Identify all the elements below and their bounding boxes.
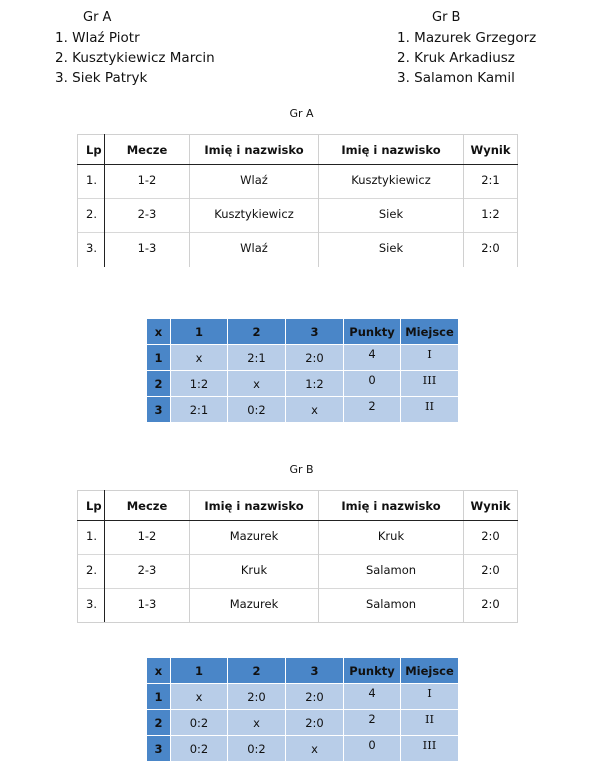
table-cell: 2:0 xyxy=(464,589,518,623)
standings-column-header: 1 xyxy=(171,319,228,345)
standings-cell: 2:0 xyxy=(286,710,344,736)
table-cell: 2:0 xyxy=(464,233,518,267)
standings-column-header: 2 xyxy=(228,319,286,345)
standings-cell: 0:2 xyxy=(171,710,228,736)
column-header: Imię i nazwisko xyxy=(319,491,464,521)
match-table-a xyxy=(77,134,518,267)
standings-table-b-container xyxy=(146,657,459,762)
standings-column-header: 1 xyxy=(171,658,228,684)
standings-cell: II xyxy=(401,397,459,423)
group-a-player: 1. Wlaź Piotr xyxy=(55,30,140,46)
standings-column-header: Punkty xyxy=(344,658,401,684)
table-cell: Mazurek xyxy=(190,521,319,555)
group-a-player: 3. Siek Patryk xyxy=(55,70,148,86)
standings-row-header: 3 xyxy=(147,397,171,423)
standings-cell: 0:2 xyxy=(228,736,286,762)
standings-cell: III xyxy=(401,736,459,762)
standings-cell: 0:2 xyxy=(228,397,286,423)
standings-column-header: 3 xyxy=(286,658,344,684)
standings-row xyxy=(147,684,459,710)
standings-cell: II xyxy=(401,710,459,736)
table-cell: 1. xyxy=(78,165,105,199)
table-row xyxy=(78,555,518,589)
standings-column-header: 3 xyxy=(286,319,344,345)
table-cell: Wlaź xyxy=(190,165,319,199)
standings-cell: 0:2 xyxy=(171,736,228,762)
match-table-b-container xyxy=(77,490,518,623)
section-a-caption: Gr A xyxy=(289,107,314,120)
standings-cell: x xyxy=(286,397,344,423)
table-cell: Kruk xyxy=(190,555,319,589)
table-cell: Siek xyxy=(319,233,464,267)
table-cell: 2-3 xyxy=(105,555,190,589)
column-header: Imię i nazwisko xyxy=(190,135,319,165)
group-b-player-list xyxy=(397,28,536,88)
standings-row-header: 1 xyxy=(147,684,171,710)
match-table-a-container xyxy=(77,134,518,267)
table-cell: 1-2 xyxy=(105,165,190,199)
standings-row-header: 2 xyxy=(147,371,171,397)
table-row xyxy=(78,521,518,555)
standings-cell: 2:0 xyxy=(228,684,286,710)
standings-column-header: Punkty xyxy=(344,319,401,345)
table-cell: Mazurek xyxy=(190,589,319,623)
table-row xyxy=(78,199,518,233)
standings-cell: x xyxy=(286,736,344,762)
standings-cell: 2:0 xyxy=(286,345,344,371)
section-b-caption: Gr B xyxy=(289,463,314,476)
table-cell: Salamon xyxy=(319,555,464,589)
standings-cell: 4 xyxy=(344,684,401,710)
column-header: Mecze xyxy=(105,491,190,521)
table-cell: Siek xyxy=(319,199,464,233)
table-cell: 2-3 xyxy=(105,199,190,233)
standings-column-header: x xyxy=(147,658,171,684)
column-header: Wynik xyxy=(464,135,518,165)
standings-row xyxy=(147,397,459,423)
column-header: Imię i nazwisko xyxy=(319,135,464,165)
standings-column-header: x xyxy=(147,319,171,345)
table-cell: 3. xyxy=(78,233,105,267)
column-header: Lp xyxy=(78,491,105,521)
standings-table-a-container xyxy=(146,318,459,423)
column-header: Lp xyxy=(78,135,105,165)
group-b-player: 2. Kruk Arkadiusz xyxy=(397,50,515,66)
group-a-title: Gr A xyxy=(83,10,112,25)
table-cell: Kruk xyxy=(319,521,464,555)
table-header-row xyxy=(78,491,518,521)
table-cell: Wlaź xyxy=(190,233,319,267)
table-row xyxy=(78,233,518,267)
standings-column-header: Miejsce xyxy=(401,319,459,345)
match-table-b xyxy=(77,490,518,623)
table-cell: 1:2 xyxy=(464,199,518,233)
group-b-player: 3. Salamon Kamil xyxy=(397,70,515,86)
standings-cell: 2 xyxy=(344,397,401,423)
standings-cell: I xyxy=(401,684,459,710)
column-header: Imię i nazwisko xyxy=(190,491,319,521)
column-header: Wynik xyxy=(464,491,518,521)
table-cell: Kusztykiewicz xyxy=(190,199,319,233)
table-cell: 2:0 xyxy=(464,521,518,555)
table-row xyxy=(78,165,518,199)
table-row xyxy=(78,589,518,623)
standings-cell: III xyxy=(401,371,459,397)
table-cell: 1-3 xyxy=(105,233,190,267)
standings-cell: x xyxy=(171,345,228,371)
column-header: Mecze xyxy=(105,135,190,165)
table-cell: Kusztykiewicz xyxy=(319,165,464,199)
standings-header-row xyxy=(147,658,459,684)
standings-cell: 2:0 xyxy=(286,684,344,710)
table-cell: 1-3 xyxy=(105,589,190,623)
standings-column-header: 2 xyxy=(228,658,286,684)
standings-row xyxy=(147,345,459,371)
standings-cell: 0 xyxy=(344,736,401,762)
standings-cell: 2 xyxy=(344,710,401,736)
standings-cell: x xyxy=(228,710,286,736)
standings-cell: 1:2 xyxy=(171,371,228,397)
standings-column-header: Miejsce xyxy=(401,658,459,684)
group-a-player: 2. Kusztykiewicz Marcin xyxy=(55,50,215,66)
standings-row xyxy=(147,710,459,736)
standings-table-a xyxy=(146,318,459,423)
table-header-row xyxy=(78,135,518,165)
standings-table-b xyxy=(146,657,459,762)
group-a-player-list xyxy=(55,28,215,88)
table-cell: 2. xyxy=(78,555,105,589)
standings-cell: 2:1 xyxy=(228,345,286,371)
table-cell: 3. xyxy=(78,589,105,623)
standings-row xyxy=(147,736,459,762)
table-cell: 1-2 xyxy=(105,521,190,555)
group-b-title: Gr B xyxy=(432,10,461,25)
group-b-player: 1. Mazurek Grzegorz xyxy=(397,30,537,46)
table-cell: 2. xyxy=(78,199,105,233)
standings-cell: 4 xyxy=(344,345,401,371)
standings-cell: 1:2 xyxy=(286,371,344,397)
standings-row-header: 3 xyxy=(147,736,171,762)
standings-cell: x xyxy=(228,371,286,397)
standings-row-header: 2 xyxy=(147,710,171,736)
standings-cell: 2:1 xyxy=(171,397,228,423)
standings-cell: I xyxy=(401,345,459,371)
standings-row-header: 1 xyxy=(147,345,171,371)
table-cell: 1. xyxy=(78,521,105,555)
standings-cell: 0 xyxy=(344,371,401,397)
table-cell: 2:0 xyxy=(464,555,518,589)
standings-header-row xyxy=(147,319,459,345)
standings-row xyxy=(147,371,459,397)
table-cell: Salamon xyxy=(319,589,464,623)
standings-cell: x xyxy=(171,684,228,710)
table-cell: 2:1 xyxy=(464,165,518,199)
